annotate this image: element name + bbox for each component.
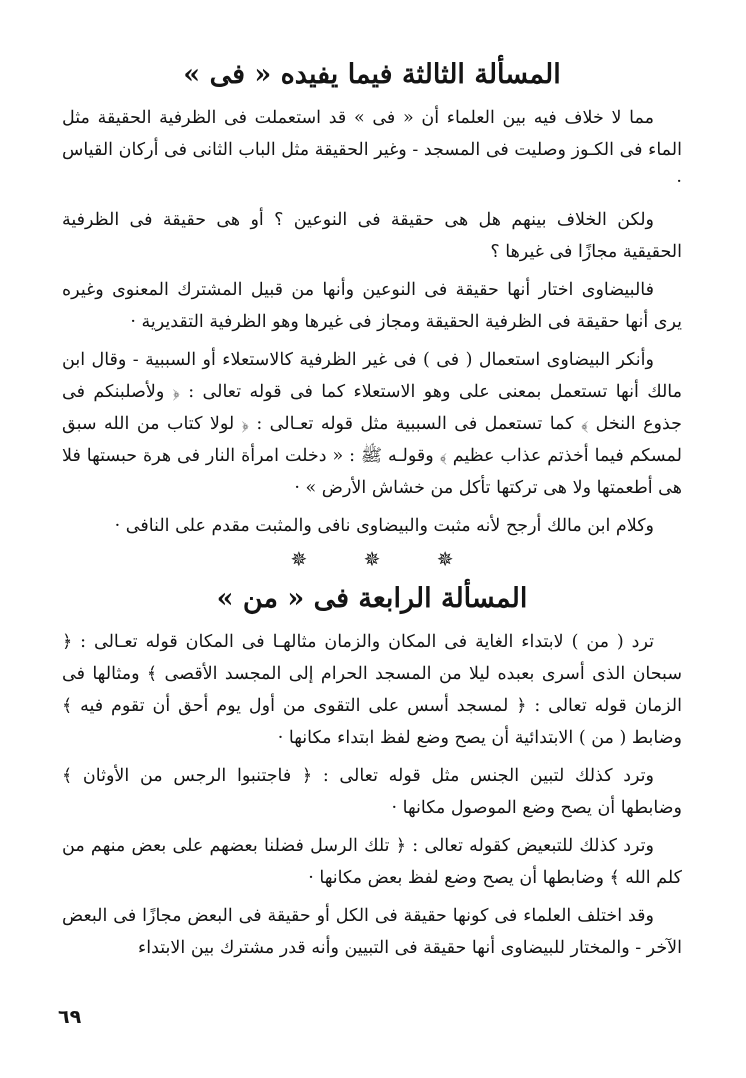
section-4-paragraph: ترد ( من ) لابتداء الغاية فى المكان والزمان مثالهـا فى المكان قوله تعـالى : ﴿ سبحان الذى أسرى بعبده ليلا من المسجد الحرام إلى المجسد الأقصى ﴾ ومثالها فى الزمان قوله تعالى : ﴿ لمسجد أسس على التقوى من أول يوم أحق أن تقوم فيه ﴾ وضابط ( من ) الابتدائية أن يصح وضع لفظ ابتداء مكانها · xyxy=(62,632,682,748)
section-3-paragraph: وأنكر البيضاوى استعمال ( فى ) فى غير الظرفية كالاستعلاء أو السببية - وقال ابن مالك أنها تستعمل بمعنى على وهو الاستعلاء كما فى قوله تعالى : ﴿ ولأصلبنكم فى جذوع النخل ﴾ كما تستعمل فى السببية مثل قوله تعـالى : ﴿ لولا كتاب من الله سبق لمسكم فيما أخذتم عذاب عظيم ﴾ وقولـه ﷺ : « دخلت امرأة النار فى هرة حبستها فلا هى أطعمتها ولا هى تركتها تأكل من خشاش الأرض » · xyxy=(62,350,682,498)
section-separator xyxy=(62,544,682,574)
star-ornament-icon: ✵ xyxy=(363,547,381,571)
section-4-paragraph: وقد اختلف العلماء فى كونها حقيقة فى الكل أو حقيقة فى البعض مجازًا فى البعض الآخر - والمختار للبيضاوى أنها حقيقة فى التبيين وأنه قدر مشترك بين الابتداء xyxy=(62,906,682,958)
page-number: ٦٩ xyxy=(58,1006,82,1028)
section-3-title: المسألة الثالثة فيما يفيده « فى » xyxy=(183,59,561,90)
section-3-paragraph: مما لا خلاف فيه بين العلماء أن « فى » قد استعملت فى الظرفية الحقيقة مثل الماء فى الكـوز وصليت فى المسجد - وغير الحقيقة مثل الباب الثانى فى أركان القياس · xyxy=(62,108,682,192)
page-body xyxy=(62,52,682,964)
section-4-paragraph: وترد كذلك للتبعيض كقوله تعالى : ﴿ تلك الرسل فضلنا بعضهم على بعض منهم من كلم الله ﴾ وضابطها أن يصح وضع لفظ بعض مكانها · xyxy=(62,836,682,888)
star-ornament-icon: ✵ xyxy=(436,547,454,571)
section-4-paragraph: وترد كذلك لتبين الجنس مثل قوله تعالى : ﴿ فاجتنبوا الرجس من الأوثان ﴾ وضابطها أن يصح وضع الموصول مكانها · xyxy=(62,766,682,818)
section-4-title: المسألة الرابعة فى « من » xyxy=(216,583,528,614)
star-ornament-icon: ✵ xyxy=(290,547,308,571)
section-3-paragraph: وكلام ابن مالك أرجح لأنه مثبت والبيضاوى نافى والمثبت مقدم على النافى · xyxy=(114,516,654,536)
section-3-paragraph: ولكن الخلاف بينهم هل هى حقيقة فى النوعين ؟ أو هى حقيقة فى الظرفية الحقيقية مجازًا فى غيرها ؟ xyxy=(62,210,682,262)
section-3-paragraph: فالبيضاوى اختار أنها حقيقة فى النوعين وأنها من قبيل المشترك المعنوى وغيره يرى أنها حقيقة فى الظرفية الحقيقة ومجاز فى غيرها وهو الظرفية التقديرية · xyxy=(62,280,682,332)
